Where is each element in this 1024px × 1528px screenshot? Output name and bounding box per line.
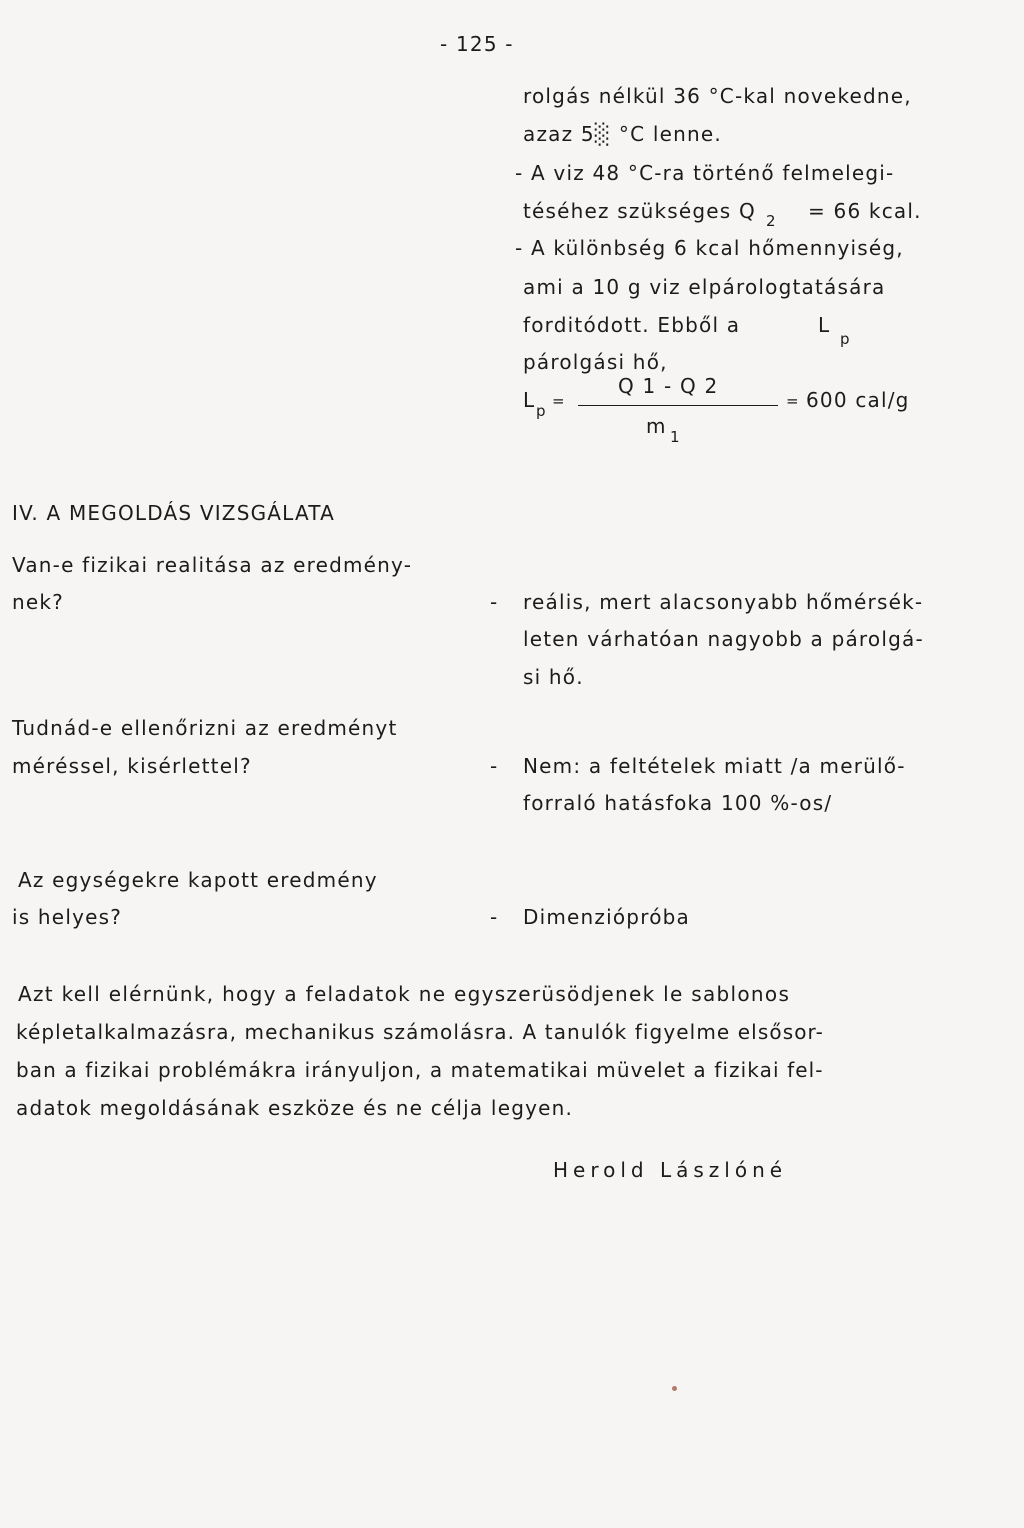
formula-equals-1: = — [552, 392, 565, 410]
formula-numerator: Q 1 - Q 2 — [618, 374, 719, 398]
question-3-line-1: Az egységekre kapott eredmény — [18, 868, 378, 892]
answer-1-dash: - — [490, 590, 499, 614]
question-1-line-1: Van-e fizikai realitása az eredmény- — [12, 553, 413, 577]
formula-lhs: L — [523, 388, 536, 412]
signature: Herold Lászlóné — [553, 1158, 788, 1182]
text-line-6: ami a 10 g viz elpárologtatására — [523, 275, 886, 299]
text-line-1: rolgás nélkül 36 °C-kal novekedne, — [523, 84, 912, 108]
formula-result: 600 cal/g — [806, 388, 910, 412]
text-line-7: forditódott. Ebből a — [523, 313, 741, 337]
formula-lhs-subscript: p — [536, 402, 546, 420]
answer-1-line-3: si hő. — [523, 665, 584, 689]
answer-2-line-2: forraló hatásfoka 100 %-os/ — [523, 791, 833, 815]
lp-subscript: p — [840, 330, 850, 348]
formula-equals-2: = — [786, 392, 799, 410]
stray-dot — [672, 1386, 677, 1391]
text-line-8: párolgási hő, — [523, 350, 668, 374]
conclusion-line-1: Azt kell elérnünk, hogy a feladatok ne egyszerüsödjenek le sablonos — [18, 982, 791, 1006]
text-line-5: - A különbség 6 kcal hőmennyiség, — [515, 236, 904, 260]
section-heading: IV. A MEGOLDÁS VIZSGÁLATA — [12, 501, 336, 525]
question-1-line-2: nek? — [12, 590, 64, 614]
conclusion-line-3: ban a fizikai problémákra irányuljon, a matematikai müvelet a fizikai fel- — [16, 1058, 824, 1082]
formula-denominator: m — [646, 414, 667, 438]
answer-1-line-2: leten várhatóan nagyobb a párolgá- — [523, 627, 924, 651]
text-line-4a: téséhez szükséges Q — [523, 199, 756, 223]
answer-1-line-1: reális, mert alacsonyabb hőmérsék- — [523, 590, 924, 614]
conclusion-line-2: képletalkalmazásra, mechanikus számolásra. A tanulók figyelme elsősor- — [16, 1020, 824, 1044]
page-number: - 125 - — [440, 32, 514, 56]
conclusion-line-4: adatok megoldásának eszköze és ne célja legyen. — [16, 1096, 574, 1120]
question-2-line-2: méréssel, kisérlettel? — [12, 754, 252, 778]
answer-2-dash: - — [490, 754, 499, 778]
formula-denominator-subscript: 1 — [670, 428, 680, 446]
answer-3-dash: - — [490, 905, 499, 929]
answer-3-line-1: Dimenziópróba — [523, 905, 690, 929]
q2-subscript: 2 — [766, 212, 776, 230]
question-3-line-2: is helyes? — [12, 905, 123, 929]
fraction-bar — [578, 405, 778, 406]
lp-symbol: L — [818, 313, 831, 337]
answer-2-line-1: Nem: a feltételek miatt /a merülő- — [523, 754, 906, 778]
question-2-line-1: Tudnád-e ellenőrizni az eredményt — [12, 716, 398, 740]
text-line-2: azaz 5░ °C lenne. — [523, 122, 722, 146]
text-line-4b: = 66 kcal. — [808, 199, 922, 223]
text-line-3: - A viz 48 °C-ra történő felmelegi- — [515, 161, 895, 185]
